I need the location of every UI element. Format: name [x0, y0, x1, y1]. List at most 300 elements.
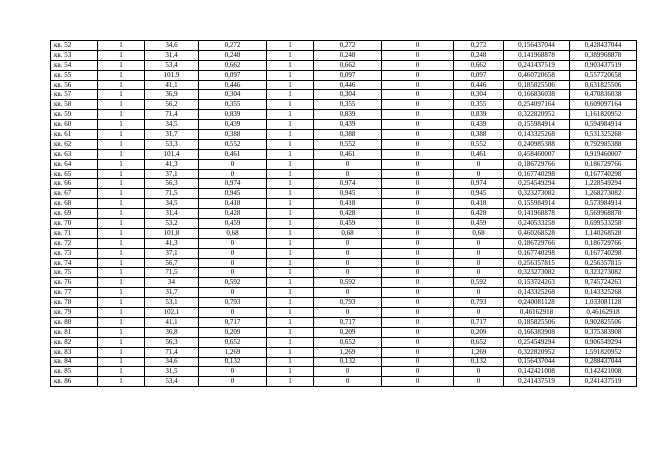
table-cell: 0,097 [454, 70, 504, 80]
table-cell: 34,6 [145, 357, 199, 367]
table-cell: 0,552 [199, 139, 267, 149]
table-cell: 1,033081128 [570, 298, 637, 308]
table-cell: 0,288437044 [570, 357, 637, 367]
table-cell: 1 [98, 159, 145, 169]
table-cell: 0,186729766 [570, 238, 637, 248]
table-cell: 101,8 [145, 228, 199, 238]
table-cell: 1 [98, 347, 145, 357]
table-cell: 34,5 [145, 120, 199, 130]
table-cell: 0,167740298 [570, 248, 637, 258]
table-cell: 0 [314, 238, 382, 248]
table-cell: 1 [98, 327, 145, 337]
table-cell: 1 [98, 238, 145, 248]
table-cell: 0,323273082 [504, 189, 570, 199]
table-cell: 0 [314, 258, 382, 268]
table-row [51, 50, 637, 60]
apartment-cell: кв. 78 [51, 298, 98, 308]
apartment-cell: кв. 68 [51, 199, 98, 209]
table-cell: 0,428 [314, 209, 382, 219]
table-cell: 0,272 [199, 41, 267, 51]
table-cell: 0,652 [199, 337, 267, 347]
table-cell: 41,1 [145, 317, 199, 327]
table-cell: 0,418 [199, 199, 267, 209]
table-cell: 0,241437519 [504, 377, 570, 387]
table-cell: 0 [382, 199, 454, 209]
table-cell: 0,902825506 [570, 317, 637, 327]
table-cell: 0,919460007 [570, 149, 637, 159]
table-row [51, 219, 637, 229]
apartment-cell: кв. 66 [51, 179, 98, 189]
table-cell: 0 [314, 268, 382, 278]
table-cell: 0,272 [454, 41, 504, 51]
table-cell: 34,5 [145, 199, 199, 209]
table-row [51, 179, 637, 189]
apartment-cell: кв. 71 [51, 228, 98, 238]
table-cell: 1 [267, 199, 314, 209]
table-cell: 0 [382, 278, 454, 288]
table-cell: 0,248 [314, 50, 382, 60]
table-cell: 0,46162918 [504, 308, 570, 318]
table-cell: 0,155984914 [504, 199, 570, 209]
table-cell: 0,153724263 [504, 278, 570, 288]
table-cell: 0,459 [454, 219, 504, 229]
table-cell: 1 [267, 50, 314, 60]
table-cell: 0 [382, 159, 454, 169]
table-cell: 0 [382, 298, 454, 308]
table-row [51, 149, 637, 159]
table-cell: 1 [267, 169, 314, 179]
table-cell: 0,68 [454, 228, 504, 238]
table-cell: 1 [267, 347, 314, 357]
table-cell: 1,228549294 [570, 179, 637, 189]
table-cell: 0 [382, 288, 454, 298]
table-cell: 1 [98, 199, 145, 209]
table-cell: 0,166836038 [504, 90, 570, 100]
table-cell: 0 [454, 238, 504, 248]
table-cell: 0,945 [454, 189, 504, 199]
table-cell: 0,717 [199, 317, 267, 327]
table-cell: 0,142421008 [570, 367, 637, 377]
table-cell: 0,46162918 [570, 308, 637, 318]
table-cell: 1 [267, 268, 314, 278]
table-cell: 36,9 [145, 90, 199, 100]
table-cell: 0,699533258 [570, 219, 637, 229]
table-cell: 1 [267, 120, 314, 130]
table-cell: 0,241437519 [504, 60, 570, 70]
table-row [51, 139, 637, 149]
table-cell: 0,839 [199, 110, 267, 120]
table-cell: 0 [382, 209, 454, 219]
table-cell: 1 [98, 377, 145, 387]
table-cell: 0 [382, 327, 454, 337]
table-cell: 0 [382, 189, 454, 199]
table-cell: 1 [98, 219, 145, 229]
table-cell: 0 [382, 41, 454, 51]
table-row [51, 238, 637, 248]
table-row [51, 377, 637, 387]
table-cell: 0 [454, 258, 504, 268]
apartment-cell: кв. 57 [51, 90, 98, 100]
table-cell: 0,323273082 [570, 268, 637, 278]
table-cell: 0 [199, 288, 267, 298]
apartment-cell: кв. 56 [51, 80, 98, 90]
table-cell: 1 [267, 41, 314, 51]
table-cell: 0 [454, 268, 504, 278]
table-cell: 0,428437044 [570, 41, 637, 51]
table-cell: 1,269 [199, 347, 267, 357]
table-row [51, 357, 637, 367]
table-cell: 1 [267, 219, 314, 229]
table-cell: 1,269 [454, 347, 504, 357]
table-cell: 0,209 [454, 327, 504, 337]
table-cell: 1 [98, 80, 145, 90]
table-cell: 1 [267, 298, 314, 308]
table-cell: 0,446 [199, 80, 267, 90]
table-cell: 0,439 [314, 120, 382, 130]
table-cell: 0,793 [454, 298, 504, 308]
table-cell: 1 [98, 189, 145, 199]
table-cell: 0 [314, 288, 382, 298]
table-cell: 0 [314, 169, 382, 179]
table-row [51, 209, 637, 219]
table-cell: 101,4 [145, 149, 199, 159]
apartment-cell: кв. 65 [51, 169, 98, 179]
table-cell: 1 [267, 189, 314, 199]
apartment-cell: кв. 72 [51, 238, 98, 248]
table-cell: 1 [98, 337, 145, 347]
table-cell: 0,592 [454, 278, 504, 288]
table-cell: 0,097 [314, 70, 382, 80]
table-cell: 31,7 [145, 288, 199, 298]
table-row [51, 60, 637, 70]
table-cell: 0,573984914 [570, 199, 637, 209]
table-cell: 0,974 [199, 179, 267, 189]
table-row [51, 288, 637, 298]
table-cell: 0,594984914 [570, 120, 637, 130]
table-cell: 1 [267, 130, 314, 140]
apartment-cell: кв. 82 [51, 337, 98, 347]
table-cell: 0,418 [314, 199, 382, 209]
table-cell: 0 [454, 159, 504, 169]
table-cell: 0,461 [199, 149, 267, 159]
table-cell: 1 [98, 70, 145, 80]
table-cell: 0,155984914 [504, 120, 570, 130]
table-cell: 0,272 [314, 41, 382, 51]
table-cell: 0,304 [454, 90, 504, 100]
apartment-cell: кв. 59 [51, 110, 98, 120]
apartment-cell: кв. 73 [51, 248, 98, 258]
table-cell: 0,097 [199, 70, 267, 80]
table-cell: 0 [382, 268, 454, 278]
table-row [51, 337, 637, 347]
table-cell: 0 [199, 159, 267, 169]
table-row [51, 367, 637, 377]
table-row [51, 327, 637, 337]
table-cell: 0 [382, 179, 454, 189]
table-cell: 1 [267, 327, 314, 337]
table-cell: 0 [382, 347, 454, 357]
table-cell: 0,143325268 [504, 130, 570, 140]
table-cell: 0 [314, 308, 382, 318]
table-cell: 0,418 [454, 199, 504, 209]
table-cell: 0,745724263 [570, 278, 637, 288]
table-row [51, 308, 637, 318]
table-cell: 0 [382, 248, 454, 258]
table-cell: 0,428 [454, 209, 504, 219]
table-cell: 0,248 [199, 50, 267, 60]
table-cell: 1 [98, 120, 145, 130]
table-row [51, 347, 637, 357]
table-cell: 0,355 [199, 100, 267, 110]
table-cell: 0 [454, 308, 504, 318]
table-cell: 56,2 [145, 100, 199, 110]
apartment-cell: кв. 64 [51, 159, 98, 169]
apartment-cell: кв. 79 [51, 308, 98, 318]
table-cell: 0 [382, 169, 454, 179]
table-cell: 1 [267, 258, 314, 268]
table-cell: 0,256357815 [570, 258, 637, 268]
table-cell: 0,945 [314, 189, 382, 199]
table-cell: 1 [267, 139, 314, 149]
table-cell: 1 [267, 317, 314, 327]
table-cell: 0,609097164 [570, 100, 637, 110]
table-cell: 0 [199, 238, 267, 248]
table-cell: 71,4 [145, 110, 199, 120]
table-cell: 0,355 [314, 100, 382, 110]
table-cell: 0,248 [454, 50, 504, 60]
table-cell: 0,167740298 [504, 248, 570, 258]
table-cell: 0,132 [199, 357, 267, 367]
table-cell: 0,446 [314, 80, 382, 90]
table-cell: 1 [98, 139, 145, 149]
table-cell: 0,156437044 [504, 41, 570, 51]
table-cell: 53,2 [145, 219, 199, 229]
table-cell: 1 [267, 228, 314, 238]
table-cell: 0,185825506 [504, 317, 570, 327]
table-cell: 1,269 [314, 347, 382, 357]
table-cell: 56,3 [145, 179, 199, 189]
table-cell: 0,446 [454, 80, 504, 90]
apartment-cell: кв. 84 [51, 357, 98, 367]
table-row [51, 41, 637, 51]
table-cell: 53,1 [145, 298, 199, 308]
table-cell: 0,388 [199, 130, 267, 140]
table-cell: 0,166383908 [504, 327, 570, 337]
table-cell: 0 [382, 50, 454, 60]
table-cell: 0,68 [199, 228, 267, 238]
table-cell: 0 [454, 248, 504, 258]
table-cell: 34 [145, 278, 199, 288]
table-cell: 0,68 [314, 228, 382, 238]
apartment-cell: кв. 62 [51, 139, 98, 149]
table-cell: 0,662 [314, 60, 382, 70]
table-cell: 0 [382, 377, 454, 387]
table-cell: 0,461 [454, 149, 504, 159]
table-cell: 0,459 [314, 219, 382, 229]
table-cell: 0 [382, 367, 454, 377]
table-cell: 1 [267, 110, 314, 120]
table-cell: 1 [98, 248, 145, 258]
table-row [51, 228, 637, 238]
table-cell: 0,185825506 [504, 80, 570, 90]
apartment-cell: кв. 81 [51, 327, 98, 337]
table-cell: 53,4 [145, 377, 199, 387]
table-cell: 0,388 [314, 130, 382, 140]
table-cell: 0,156437044 [504, 357, 570, 367]
table-row [51, 258, 637, 268]
table-cell: 1 [267, 308, 314, 318]
apartment-cell: кв. 75 [51, 268, 98, 278]
table-cell: 1 [98, 50, 145, 60]
table-cell: 0 [382, 139, 454, 149]
table-cell: 0,470836038 [570, 90, 637, 100]
table-cell: 0 [382, 80, 454, 90]
table-cell: 0 [382, 90, 454, 100]
apartment-cell: кв. 53 [51, 50, 98, 60]
table-cell: 0,839 [454, 110, 504, 120]
table-cell: 1 [98, 298, 145, 308]
table-cell: 0,141968878 [504, 50, 570, 60]
table-cell: 0,240985388 [504, 139, 570, 149]
table-row [51, 70, 637, 80]
apartment-cell: кв. 54 [51, 60, 98, 70]
table-cell: 0 [382, 70, 454, 80]
table-cell: 0,322820952 [504, 347, 570, 357]
table-row [51, 120, 637, 130]
table-cell: 0,388 [454, 130, 504, 140]
table-row [51, 159, 637, 169]
table-cell: 0 [199, 268, 267, 278]
table-cell: 0,186729766 [504, 238, 570, 248]
table-cell: 1 [267, 288, 314, 298]
table-cell: 0,254097164 [504, 100, 570, 110]
table-cell: 0,792985388 [570, 139, 637, 149]
table-cell: 1 [267, 60, 314, 70]
table-row [51, 248, 637, 258]
table-row [51, 189, 637, 199]
table-cell: 0 [199, 367, 267, 377]
table-cell: 1 [98, 258, 145, 268]
table-cell: 1 [267, 278, 314, 288]
table-cell: 0,461 [314, 149, 382, 159]
table-cell: 0,569968878 [570, 209, 637, 219]
table-cell: 53,3 [145, 139, 199, 149]
table-cell: 34,6 [145, 41, 199, 51]
table-cell: 0 [382, 120, 454, 130]
table-cell: 0,839 [314, 110, 382, 120]
table-cell: 1 [98, 367, 145, 377]
table-cell: 1 [98, 90, 145, 100]
table-cell: 1,591820952 [570, 347, 637, 357]
table-cell: 0,552 [454, 139, 504, 149]
table-cell: 0 [199, 377, 267, 387]
table-cell: 0,240081128 [504, 298, 570, 308]
table-cell: 1,140268528 [570, 228, 637, 238]
table-cell: 31,7 [145, 130, 199, 140]
table-cell: 1 [267, 149, 314, 159]
table-cell: 0 [382, 308, 454, 318]
table-cell: 1 [267, 90, 314, 100]
table-cell: 37,1 [145, 248, 199, 258]
table-cell: 102,1 [145, 308, 199, 318]
table-cell: 0,652 [454, 337, 504, 347]
table-cell: 0,662 [199, 60, 267, 70]
table-cell: 0 [454, 377, 504, 387]
table-cell: 0 [382, 357, 454, 367]
table-cell: 0,652 [314, 337, 382, 347]
table-row [51, 110, 637, 120]
table-cell: 1 [267, 377, 314, 387]
table-cell: 1 [98, 357, 145, 367]
apartment-cell: кв. 60 [51, 120, 98, 130]
table-cell: 0,240533258 [504, 219, 570, 229]
table-cell: 56,3 [145, 337, 199, 347]
table-row [51, 317, 637, 327]
apartment-cell: кв. 70 [51, 219, 98, 229]
table-row [51, 80, 637, 90]
table-cell: 0,592 [199, 278, 267, 288]
table-cell: 0,323273082 [504, 268, 570, 278]
table-cell: 0 [199, 248, 267, 258]
table-cell: 0,439 [199, 120, 267, 130]
table-cell: 1 [98, 308, 145, 318]
table-cell: 0 [199, 169, 267, 179]
table-cell: 0,132 [314, 357, 382, 367]
table-cell: 0 [454, 367, 504, 377]
table-cell: 1,268273082 [570, 189, 637, 199]
table-cell: 0,304 [314, 90, 382, 100]
table-cell: 0,355 [454, 100, 504, 110]
table-cell: 31,5 [145, 367, 199, 377]
table-cell: 71,5 [145, 189, 199, 199]
table-cell: 1 [98, 169, 145, 179]
table-cell: 1 [267, 357, 314, 367]
table-cell: 0 [199, 258, 267, 268]
table-cell: 0,254549294 [504, 179, 570, 189]
table-cell: 41,3 [145, 238, 199, 248]
table-cell: 0,592 [314, 278, 382, 288]
table-cell: 1 [98, 268, 145, 278]
table-cell: 1 [267, 100, 314, 110]
table-cell: 0,439 [454, 120, 504, 130]
apartment-cell: кв. 85 [51, 367, 98, 377]
apartment-cell: кв. 80 [51, 317, 98, 327]
table-cell: 1 [98, 149, 145, 159]
apartment-cell: кв. 63 [51, 149, 98, 159]
apartment-cell: кв. 74 [51, 258, 98, 268]
table-cell: 41,1 [145, 80, 199, 90]
apartment-cell: кв. 67 [51, 189, 98, 199]
table-cell: 37,1 [145, 169, 199, 179]
table-cell: 0,793 [199, 298, 267, 308]
table-cell: 0,552 [314, 139, 382, 149]
table-cell: 1 [98, 179, 145, 189]
table-cell: 0 [382, 110, 454, 120]
table-cell: 0,717 [454, 317, 504, 327]
table-row [51, 169, 637, 179]
apartment-cell: кв. 77 [51, 288, 98, 298]
table-cell: 1 [267, 238, 314, 248]
table-cell: 31,4 [145, 209, 199, 219]
table-row [51, 268, 637, 278]
table-cell: 0,531325268 [570, 130, 637, 140]
table-cell: 1 [98, 278, 145, 288]
table-cell: 1 [267, 159, 314, 169]
table-cell: 0,459 [199, 219, 267, 229]
table-cell: 1 [98, 288, 145, 298]
table-cell: 0 [382, 228, 454, 238]
table-cell: 0,460268528 [504, 228, 570, 238]
